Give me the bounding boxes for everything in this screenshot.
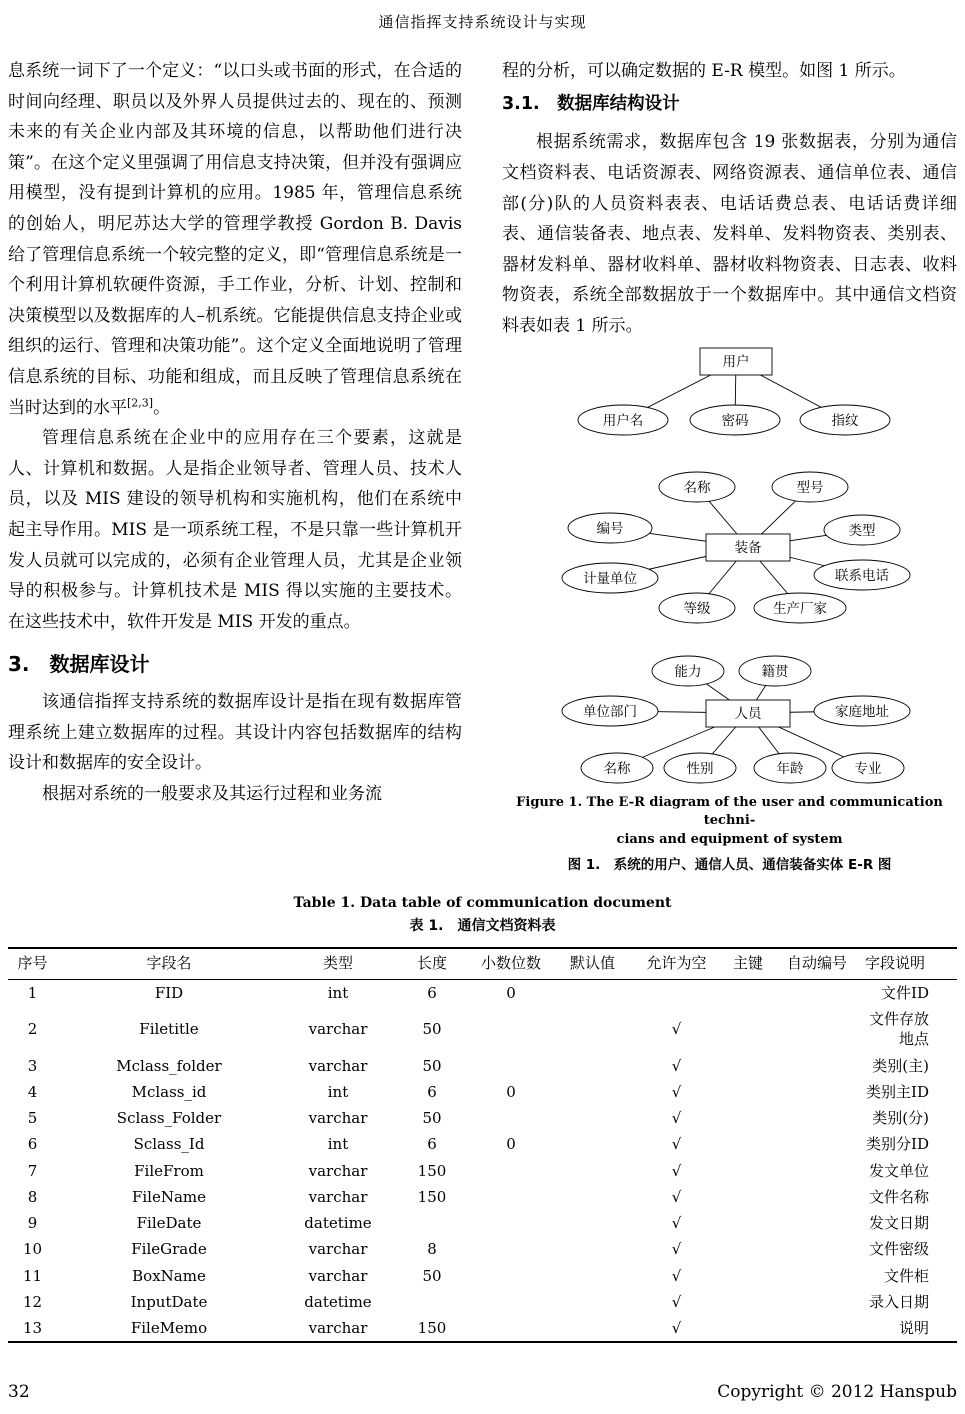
- table-cell: 50: [422, 1020, 442, 1039]
- table-cell: [469, 1263, 553, 1289]
- er-attr-label: 生产厂家: [773, 600, 827, 617]
- er-entity-group-user: [578, 348, 890, 435]
- table-cell: [721, 1315, 775, 1342]
- er-attr-label: 籍贯: [761, 663, 789, 680]
- table-row: [8, 1263, 957, 1289]
- table-cell: [775, 1263, 859, 1289]
- table-cell: 录入日期: [868, 1292, 929, 1311]
- table-cell: 150: [417, 1161, 447, 1180]
- column-header: 字段说明: [864, 954, 925, 973]
- table-caption-zh: 表 1. 通信文档资料表: [409, 918, 556, 935]
- table-cell: InputDate: [130, 1292, 208, 1311]
- table-cell: 8: [427, 1240, 437, 1259]
- figure-caption-zh: 图 1. 系统的用户、通信人员、通信装备实体 E-R 图: [567, 857, 892, 874]
- table-cell: 50: [422, 1056, 442, 1075]
- table-cell: [469, 1158, 553, 1184]
- column-header: 自动编号: [786, 954, 847, 973]
- table-row: [8, 1079, 957, 1105]
- table-cell: 13: [22, 1319, 43, 1338]
- table-cell: [469, 1105, 553, 1131]
- two-column-body: [0, 56, 965, 877]
- er-attr-label: 名称: [603, 760, 631, 777]
- copyright: Copyright © 2012 Hanspub: [717, 1382, 957, 1402]
- table-row: [8, 1289, 957, 1315]
- table-cell: [775, 1131, 859, 1157]
- figure-caption-en: [502, 794, 957, 851]
- table-cell: 说明: [898, 1319, 929, 1338]
- table-cell: [721, 1184, 775, 1210]
- table-row: [8, 1315, 957, 1342]
- table-cell: [775, 1006, 859, 1053]
- er-diagram: [502, 346, 958, 786]
- table-cell: [775, 1184, 859, 1210]
- table-cell: [553, 1236, 632, 1262]
- table-cell: √: [671, 1161, 682, 1180]
- paragraph: 根据系统需求，数据库包含 19 张数据表，分别为通信文档资料表、电话资源表、网络资源表、通信单位表、通信部(分)队的人员资料表表、电话话费总表、电话话费详细表、通信装备表、地点表、发料单、发料物资表、类别表、器材发料单、器材收料单、器材收料物资表、日志表、收料物资表，系统全部数据放于一个数据库中。其中通信文档资料表如表 1 所示。: [502, 132, 957, 336]
- table-cell: varchar: [308, 1109, 368, 1128]
- table-cell: √: [671, 1240, 682, 1259]
- table-cell: Sclass_Id: [133, 1135, 205, 1154]
- table-cell: [553, 1184, 632, 1210]
- table-cell: varchar: [308, 1319, 368, 1338]
- table-cell: 6: [427, 983, 437, 1002]
- table-cell: 50: [422, 1109, 442, 1128]
- table-cell: 文件名称: [868, 1187, 929, 1206]
- citation-ref: [2,3]: [127, 395, 154, 409]
- table-cell: [775, 1079, 859, 1105]
- table-cell: FileMemo: [130, 1319, 208, 1338]
- table-cell: [775, 1315, 859, 1342]
- table-cell: √: [671, 1020, 682, 1039]
- table-cell: [395, 1289, 469, 1315]
- subsection-heading: 3.1. 数据库结构设计: [502, 93, 680, 114]
- er-entity-user-label: 用户: [722, 353, 750, 370]
- table-cell: √: [671, 1214, 682, 1233]
- column-header: 默认值: [569, 954, 615, 973]
- page-number: 32: [8, 1382, 30, 1402]
- table-cell: 文件柜: [883, 1266, 929, 1285]
- paragraph: 程的分析，可以确定数据的 E-R 模型。如图 1 所示。: [502, 61, 906, 81]
- er-attr-label: 型号: [796, 479, 824, 496]
- table-cell: datetime: [304, 1214, 372, 1233]
- paragraph-text: 。: [153, 397, 171, 418]
- table-cell: √: [671, 1292, 682, 1311]
- table-cell: [721, 1079, 775, 1105]
- table-cell: [553, 1158, 632, 1184]
- table-cell: [721, 1158, 775, 1184]
- table-cell: 150: [417, 1187, 447, 1206]
- table-cell: varchar: [308, 1266, 368, 1285]
- paragraph: 根据对系统的一般要求及其运行过程和业务流: [42, 784, 382, 805]
- table-cell: [632, 979, 721, 1006]
- er-entity-personnel-label: 人员: [734, 705, 762, 722]
- table-cell: 6: [427, 1135, 437, 1154]
- table-cell: √: [671, 1187, 682, 1206]
- table-cell: [469, 1236, 553, 1262]
- paragraph: 管理信息系统在企业中的应用存在三个要素，这就是人、计算机和数据。人是指企业领导者、管理人员、技术人员，以及 MIS 建设的领导机构和实施机构，他们在系统中起主导作用。MIS 是一项系统工程，不是只靠一些计算机开发人员就可以完成的，必须有企业管理人员，尤其是企业领导的积极参与。计算机技术是 MIS 得以实施的主要技术。在这些技术中，软件开发是 MIS 开发的重点。: [8, 428, 462, 632]
- er-entity-group-equipment: [562, 472, 910, 623]
- table-cell: 9: [27, 1214, 38, 1233]
- table-cell: int: [327, 1082, 349, 1101]
- table-cell: 文件存放地点: [868, 1010, 929, 1049]
- column-header: 长度: [416, 954, 447, 973]
- er-entity-group-personnel: [562, 656, 910, 783]
- table-row: [8, 1158, 957, 1184]
- table-cell: 文件ID: [881, 983, 929, 1002]
- er-attr-label: 年龄: [776, 760, 804, 777]
- er-attr-label: 能力: [674, 663, 702, 680]
- er-attr-label: 名称: [683, 479, 711, 496]
- paragraph: 该通信指挥支持系统的数据库设计是指在现有数据库管理系统上建立数据库的过程。其设计内容包括数据库的结构设计和数据库的安全设计。: [8, 692, 462, 774]
- column-header: 主键: [732, 954, 763, 973]
- table-cell: [721, 1236, 775, 1262]
- er-attr-label: 类型: [848, 522, 876, 539]
- table-cell: [469, 1184, 553, 1210]
- table-cell: [721, 1210, 775, 1236]
- table-cell: [553, 1263, 632, 1289]
- table-cell: [469, 1315, 553, 1342]
- table-header-row: [8, 948, 957, 979]
- table-cell: [721, 1053, 775, 1079]
- table-cell: [469, 1289, 553, 1315]
- table-caption-en: Table 1. Data table of communication document: [293, 895, 672, 912]
- table-cell: 发文日期: [868, 1214, 929, 1233]
- table-cell: [775, 979, 859, 1006]
- table-cell: Sclass_Folder: [116, 1109, 222, 1128]
- table-cell: varchar: [308, 1187, 368, 1206]
- table-row: [8, 979, 957, 1006]
- table-cell: Mclass_folder: [116, 1056, 222, 1075]
- table-cell: [469, 1006, 553, 1053]
- table-cell: [553, 1079, 632, 1105]
- er-attr-label: 专业: [854, 760, 882, 777]
- table-cell: [395, 1210, 469, 1236]
- table-cell: 类别(主): [872, 1056, 929, 1075]
- table-cell: [775, 1158, 859, 1184]
- table-cell: [553, 1105, 632, 1131]
- table-row: [8, 1105, 957, 1131]
- table-cell: 发文单位: [868, 1161, 929, 1180]
- table-cell: 150: [417, 1319, 447, 1338]
- table-cell: [553, 1131, 632, 1157]
- table-cell: 6: [427, 1082, 437, 1101]
- table-cell: 50: [422, 1266, 442, 1285]
- table-cell: [553, 1315, 632, 1342]
- figure-caption-line: cians and equipment of system: [616, 832, 843, 848]
- column-header: 类型: [322, 954, 353, 973]
- page-footer: [8, 1382, 957, 1402]
- table-cell: varchar: [308, 1056, 368, 1075]
- table-cell: [775, 1210, 859, 1236]
- table-cell: √: [671, 1319, 682, 1338]
- table-cell: Mclass_id: [131, 1082, 207, 1101]
- table-cell: [721, 979, 775, 1006]
- er-attr-label: 指纹: [831, 412, 859, 429]
- table-cell: √: [671, 1082, 682, 1101]
- table-cell: [721, 1105, 775, 1131]
- table-cell: 7: [27, 1161, 38, 1180]
- table-cell: [553, 1006, 632, 1053]
- column-header: 序号: [17, 954, 48, 973]
- table-cell: [553, 1210, 632, 1236]
- left-column: [8, 56, 462, 877]
- er-attr-label: 用户名: [602, 412, 644, 429]
- table-cell: 类别主ID: [866, 1082, 929, 1101]
- table-cell: [721, 1006, 775, 1053]
- column-header: 小数位数: [480, 954, 541, 973]
- table-cell: [469, 1210, 553, 1236]
- table-cell: [553, 1053, 632, 1079]
- table-cell: BoxName: [132, 1266, 206, 1285]
- table-cell: 5: [27, 1109, 38, 1128]
- table-cell: √: [671, 1266, 682, 1285]
- table-section: [0, 895, 965, 1343]
- field-table-body: [8, 979, 957, 1342]
- table-cell: √: [671, 1135, 682, 1154]
- table-row: [8, 1210, 957, 1236]
- table-cell: [721, 1289, 775, 1315]
- table-row: [8, 1131, 957, 1157]
- table-cell: Filetitle: [139, 1020, 199, 1039]
- table-cell: 3: [27, 1056, 38, 1075]
- table-cell: FileDate: [136, 1214, 202, 1233]
- paragraph-text: 息系统一词下了一个定义：“以口头或书面的形式，在合适的时间向经理、职员以及外界人员提供过去的、现在的、预测未来的有关企业内部及其环境的信息，以帮助他们进行决策”。在这个定义里强调了用信息支持决策，但并没有强调应用模型，没有提到计算机的应用。1985 年，管理信息系统的创始人，明尼苏达大学的管理学教授 Gordon B. Davis 给了管理信息系统一个较完整的定义，即“管理信息系统是一个利用计算机软硬件资源，手工作业，分析、计划、控制和决策模型以及数据库的人–机系统。它能提供信息支持企业或组织的运行、管理和决策功能”。这个定义全面地说明了管理信息系统的目标、功能和组成，而且反映了管理信息系统在当时达到的水平: [8, 61, 462, 418]
- table-cell: √: [671, 1056, 682, 1075]
- table-cell: 1: [27, 983, 38, 1002]
- table-cell: √: [671, 1109, 682, 1128]
- er-attr-label: 密码: [721, 412, 749, 429]
- table-cell: 6: [27, 1135, 38, 1154]
- er-attr-label: 家庭地址: [835, 703, 889, 720]
- table-cell: [721, 1263, 775, 1289]
- table-cell: [775, 1053, 859, 1079]
- er-attr-label: 性别: [686, 760, 714, 777]
- er-attr-label: 编号: [596, 520, 624, 537]
- table-cell: 0: [506, 1082, 516, 1101]
- table-cell: [721, 1131, 775, 1157]
- table-cell: [553, 1289, 632, 1315]
- table-cell: datetime: [304, 1292, 372, 1311]
- table-cell: FID: [154, 983, 184, 1002]
- table-cell: varchar: [308, 1161, 368, 1180]
- table-cell: [775, 1105, 859, 1131]
- table-cell: [775, 1289, 859, 1315]
- table-row: [8, 1184, 957, 1210]
- table-cell: 0: [506, 1135, 516, 1154]
- table-row: [8, 1053, 957, 1079]
- er-attr-label: 计量单位: [583, 570, 637, 587]
- er-entity-equipment-label: 装备: [734, 539, 762, 556]
- figure-caption-line: Figure 1. The E-R diagram of the user and communication techni-: [516, 794, 943, 829]
- table-cell: 2: [27, 1020, 38, 1039]
- table-cell: [775, 1236, 859, 1262]
- field-table: [8, 947, 957, 1343]
- er-attr-label: 联系电话: [835, 567, 889, 584]
- er-diagram-figure: [502, 346, 957, 878]
- table-cell: 文件密级: [868, 1240, 929, 1259]
- table-cell: FileFrom: [134, 1161, 204, 1180]
- table-row: [8, 1006, 957, 1053]
- er-attr-label: 单位部门: [583, 703, 637, 720]
- table-cell: 4: [27, 1082, 38, 1101]
- column-header: 字段名: [146, 954, 192, 973]
- column-header: 允许为空: [646, 954, 707, 973]
- table-cell: FileName: [131, 1187, 207, 1206]
- table-cell: 11: [22, 1266, 43, 1285]
- table-cell: 类别分ID: [866, 1135, 929, 1154]
- right-column: [502, 56, 957, 877]
- table-cell: 类别(分): [872, 1109, 929, 1128]
- table-cell: [469, 1053, 553, 1079]
- table-cell: 12: [22, 1292, 43, 1311]
- table-row: [8, 1236, 957, 1262]
- table-cell: varchar: [308, 1240, 368, 1259]
- table-cell: int: [327, 1135, 349, 1154]
- table-cell: varchar: [308, 1020, 368, 1039]
- table-cell: [553, 979, 632, 1006]
- running-head: 通信指挥支持系统设计与实现: [378, 13, 587, 31]
- section-heading: 3. 数据库设计: [8, 652, 150, 677]
- er-attr-label: 等级: [683, 600, 711, 617]
- paragraph: [8, 56, 462, 423]
- table-cell: 0: [506, 983, 516, 1002]
- table-cell: 10: [22, 1240, 43, 1259]
- table-cell: FileGrade: [131, 1240, 207, 1259]
- table-cell: 8: [27, 1187, 38, 1206]
- table-cell: int: [327, 983, 349, 1002]
